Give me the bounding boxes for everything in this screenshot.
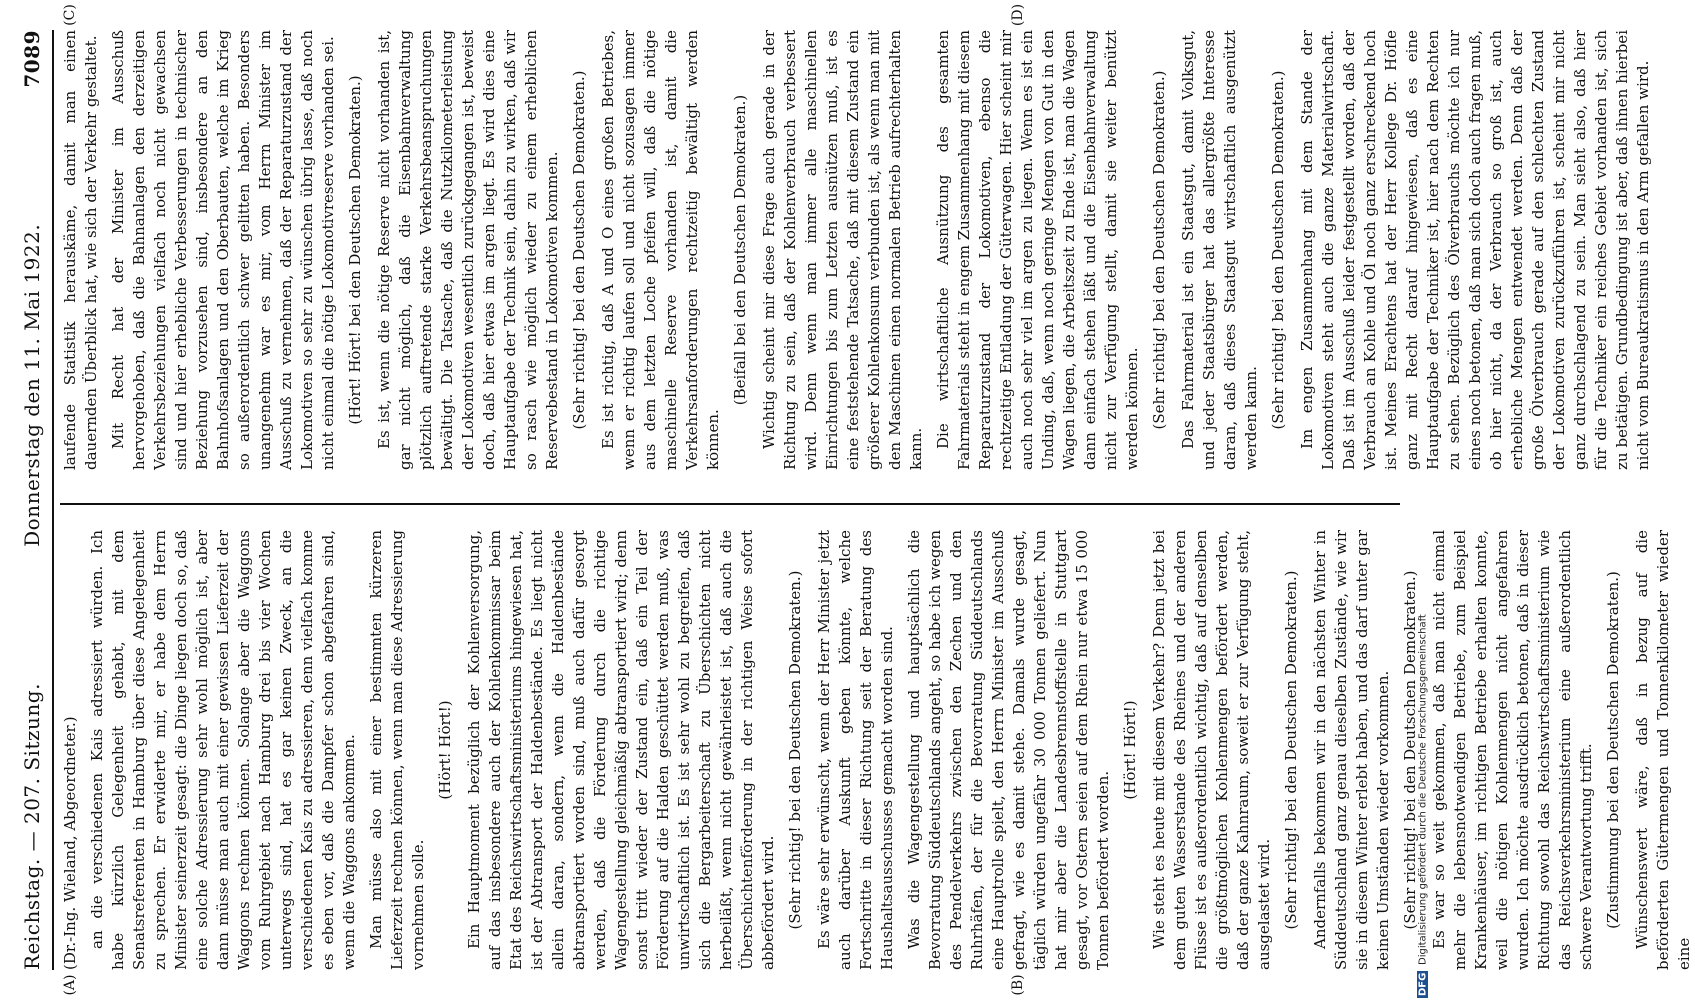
right-column <box>60 30 1652 470</box>
paragraph: Andernfalls bekommen wir in den nächsten Winter in Süddeutschland ganz genau dieselben Zustände, wie wir sie in diesem Winter erlebt haben, und das darf unter gar keinen Umständen wieder vorkommen. <box>1311 530 1392 970</box>
column-marker-a: (A) <box>62 974 78 996</box>
paragraph: Im engen Zusammenhang mit dem Stande der Lokomotiven steht auch die ganze Materialwirtschaft. Daß ist im Ausschuß leider festgestellt worden, daß der Verbrauch an Kohle und Öl noch ganz erschreckend hoch ist. Meines Erachtens hat der Herr Kollege Dr. Höfle ganz mit Recht darauf hingewiesen, daß es eine Hauptaufgabe der Techniker ist, hier nach dem Rechten zu sehen. Bezüglich des Ölverbrauchs möchte ich nur eines noch betonen, daß man sich doch auch fragen muß, ob hier nicht, da der Verbrauch so groß ist, auch erhebliche Mengen entwendet werden. Denn daß der große Ölverbrauch gerade auf den schlechten Zustand der Lokomotiven zurückzuführen ist, scheint mir nicht ganz durchschlagend zu sein. Man sieht also, daß hier für die Techniker ein reiches Gebiet vorhanden ist, sich zu betätigen. Grundbedingung ist aber, daß ihnen hierbei nicht vom Bureaukratismus in den Arm gefallen wird. <box>1298 30 1652 470</box>
interjection: (Zustimmung bei den Deutschen Demokraten.) <box>1604 571 1622 929</box>
dfg-logo: DFG <box>1417 972 1429 996</box>
paragraph: Es ist richtig, daß A und O eines großen Betriebes, wenn er richtig laufen soll und nicht sozusagen immer aus dem letzten Loche pfeifen will, daß die nötige maschinelle Reserve vorhanden ist, damit die Verkehrsanforderungen rechtzeitig bewältigt werden können. <box>599 30 722 470</box>
column-divider <box>60 503 1400 505</box>
running-header <box>12 30 54 970</box>
column-marker-d: (D) <box>1010 3 1026 27</box>
digitization-credit <box>1416 8 1430 998</box>
paragraph: laufende Statistik herauskäme, damit man einen dauernden Überblick hat, wie sich der Verkehr gestaltet. <box>61 30 100 470</box>
paragraph: Das Fahrmaterial ist ein Staatsgut, damit Volksgut, und jeder Staatsbürger hat das allergrößte Interesse daran, daß dieses Staatsgut wirtschaftlich ausgenützt werden kann. <box>1179 30 1260 470</box>
interjection: (Hört! Hört!) <box>436 700 454 800</box>
column-marker-c: (C) <box>62 4 78 26</box>
credit-text: Digitalisierung gefördert durch die Deutsche Forschungsgemeinschaft <box>1417 613 1429 965</box>
paragraph: Wünschenswert wäre, daß in bezug auf die beförderten Gütermengen und Tonnenkilometer wieder eine <box>1633 530 1693 970</box>
paragraph: Mit Recht hat der Minister im Ausschuß hervorgehoben, daß die Bahnanlagen den derzeitigen Verkehrsbeziehungen vielfach noch nicht gewachsen sind und hier erhebliche Verbesserungen in technischer Beziehung vorzusehen sind, insbesondere an den Bahnhofsanlagen und den Oberbauten, welche im Krieg so außerordentlich schwer gelitten haben. Besonders unangenehm war es mir, vom Herrn Minister im Ausschuß zu vernehmen, daß der Reparaturzustand der Lokomotiven so sehr zu wünschen übrig lasse, daß noch nicht einmal die nötige Lokomotivreserve vorhanden sei. <box>109 30 337 470</box>
paragraph: Ein Hauptmoment bezüglich der Kohlenversorgung, auf das insbesondere auch der Kohlenkommissar beim Etat des Reichswirtschaftsministeriums hingewiesen hat, ist der Abtransport der Haldenbestände. Es liegt nicht allein daran, sondern, wenn die Haldenbestände abtransportiert worden sind, muß auch dafür gesorgt werden, daß die Förderung durch die richtige Wagengestellung gleichmäßig abtransportiert wird; denn sonst tritt wieder der Zustand ein, daß ein Teil der Förderung auf die Halden geschüttet werden muß, was unwirtschaftlich ist. Es ist sehr wohl zu begreifen, daß sich die Bergarbeiterschaft zu Überschichten nicht herbeiläßt, wenn nicht gewährleistet ist, daß auch die Überschichtenförderung in der richtigen Weise sofort abbefördert wird. <box>465 530 777 970</box>
header-left: Reichstag. — 207. Sitzung. <box>20 683 44 970</box>
paragraph: Die wirtschaftliche Ausnützung des gesamten Fahrmaterials steht in engem Zusammenhang mit diesem Reparaturzustand der Lokomotiven, ebenso die rechtzeitige Entladung der Güterwagen. Hier scheint mir auch noch sehr viel im argen zu liegen. Wenn es ist ein Unding, daß, wenn noch geringe Mengen von Gut in den Wagen liegen, die Arbeitszeit zu Ende ist, man die Wagen dann einfach stehen läßt und die Eisenbahnverwaltung nicht zur Verfügung stellt, damit sie weiter benützt werden können. <box>934 30 1141 470</box>
speaker-line: (Dr.-Ing. Wieland, Abgeordneter.) <box>61 716 79 970</box>
interjection: (Sehr richtig! bei den Deutschen Demokraten.) <box>1150 70 1168 430</box>
paragraph: Wichtig scheint mir diese Frage auch gerade in der Richtung zu sein, daß der Kohlenverbrauch verbessert wird. Denn wenn man immer alle maschinellen Einrichtungen bis zum Letzten ausnützen muß, ist es eine feststehende Tatsache, daß mit diesem Zustand ein größerer Kohlenkonsum verbunden ist, als wenn man mit den Maschinen einen normalen Betrieb aufrechterhalten kann. <box>760 30 925 470</box>
column-marker-b: (B) <box>1010 974 1026 996</box>
paragraph: an die verschiedenen Kais adressiert würden. Ich habe kürzlich Gelegenheit gehabt, mit dem Senatsreferenten in Hamburg über diese Angelegenheit zu sprechen. Er erwiderte mir, er habe dem Herrn Minister seinerzeit gesagt: die Dinge liegen doch so, daß eine solche Adressierung sehr wohl möglich ist, aber dann müsse man auch mit einer gewissen Lieferzeit der Waggons rechnen können. Solange aber die Waggons vom Ruhrgebiet nach Hamburg drei bis vier Wochen unterwegs sind, hat es gar keinen Zweck, an die verschiedenen Kais zu adressieren, denn vielfach komme es eben vor, daß die Dampfer schon abgefahren sind, wenn die Waggons ankommen. <box>88 530 358 970</box>
paragraph: Was die Wagengestellung und hauptsächlich die Bevorratung Süddeutschlands angeht, so habe ich wegen des Pendelverkehrs zwischen den Zechen und den Ruhrhäfen, der für die Bevorratung Süddeutschlands eine Hauptrolle spielt, den Herrn Minister im Ausschuß gefragt, wie es damit stehe. Damals wurde gesagt, täglich würden ungefähr 30 000 Tonnen geliefert. Nun hat mir aber die Landesbrennstoffstelle in Stuttgart gesagt, vor Ostern seien auf dem Rhein nur etwa 15 000 Tonnen befördert worden. <box>905 530 1112 970</box>
interjection: (Sehr richtig! bei den Deutschen Demokraten.) <box>1401 570 1419 930</box>
interjection: (Sehr richtig! bei den Deutschen Demokraten.) <box>570 70 588 430</box>
paragraph: Man müsse also mit einer bestimmten kürzeren Lieferzeit rechnen können, wenn man diese Adressierung vornehmen solle. <box>367 530 427 970</box>
header-date: Donnerstag den 11. Mai 1922. <box>20 223 44 547</box>
interjection: (Sehr richtig! bei den Deutschen Demokraten.) <box>1282 570 1300 930</box>
page-number: 7089 <box>20 30 44 88</box>
paragraph: Es ist, wenn die nötige Reserve nicht vorhanden ist, gar nicht möglich, daß die Eisenbahnverwaltung plötzlich auftretende starke Verkehrsbeanspruchungen bewältigt. Die Tatsache, daß die Nutzkilometerleistung der Lokomotiven wesentlich zurückgegangen ist, beweist doch, daß hier etwas im argen liegt. Es wird dies eine Hauptaufgabe der Technik sein, dahin zu wirken, daß wir so rasch wie möglich wieder zu einem erheblichen Reservebestand in Lokomotiven kommen. <box>375 30 561 470</box>
interjection: (Sehr richtig! bei den Deutschen Demokraten.) <box>786 570 804 930</box>
interjection: (Beifall bei den Deutschen Demokraten.) <box>731 94 749 406</box>
paragraph: Es wäre sehr erwünscht, wenn der Herr Minister jetzt auch darüber Auskunft geben könnte, welche Fortschritte in dieser Richtung seit der Beratung des Haushaltsausschusses gemacht worden sind. <box>815 530 896 970</box>
interjection: (Hört! Hört!) <box>1121 700 1139 800</box>
paragraph: Wie steht es heute mit diesem Verkehr? Denn jetzt bei dem guten Wasserstande des Rheines und der anderen Flüsse ist es außerordentlich wichtig, daß auf denselben die größtmöglichen Kohlenmengen befördert werden, daß der ganze Kahnraum, soweit er zur Verfügung steht, ausgelastet wird. <box>1150 530 1273 970</box>
paragraph: Es war so weit gekommen, daß man nicht einmal mehr die lebensnotwendigen Betriebe, zum Beispiel Krankenhäuser, im richtigen Betriebe erhalten konnte, weil die nötigen Kohlenmengen nicht angefahren wurden. Ich möchte ausdrücklich betonen, daß in dieser Richtung sowohl das Reichswirtschaftsministerium wie das Reichsverkehrsministerium eine außerordentlich schwere Verantwortung trifft. <box>1430 530 1595 970</box>
interjection: (Hört! Hört! bei den Deutschen Demokraten.) <box>346 75 364 425</box>
interjection: (Sehr richtig! bei den Deutschen Demokraten.) <box>1269 70 1287 430</box>
